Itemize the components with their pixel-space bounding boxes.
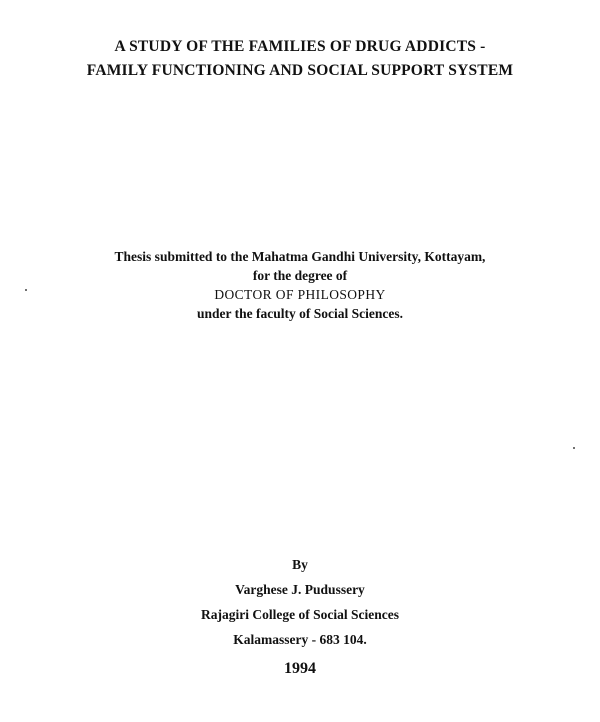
degree-intro: for the degree of <box>252 268 348 283</box>
institution-name: Rajagiri College of Social Sciences <box>201 607 399 622</box>
submission-year: 1994 <box>284 660 316 677</box>
by-label: By <box>292 557 308 572</box>
thesis-title-line-2: FAMILY FUNCTIONING AND SOCIAL SUPPORT SYSTEM <box>86 62 514 79</box>
scan-speck <box>25 289 27 291</box>
institution-address: Kalamassery - 683 104. <box>233 632 367 647</box>
submission-statement: Thesis submitted to the Mahatma Gandhi University, Kottayam, <box>114 249 486 264</box>
author-name: Varghese J. Pudussery <box>235 582 365 597</box>
degree-name: DOCTOR OF PHILOSOPHY <box>214 287 386 302</box>
faculty-statement: under the faculty of Social Sciences. <box>197 306 403 321</box>
scan-speck <box>573 447 575 449</box>
thesis-title-line-1: A STUDY OF THE FAMILIES OF DRUG ADDICTS - <box>114 38 486 55</box>
